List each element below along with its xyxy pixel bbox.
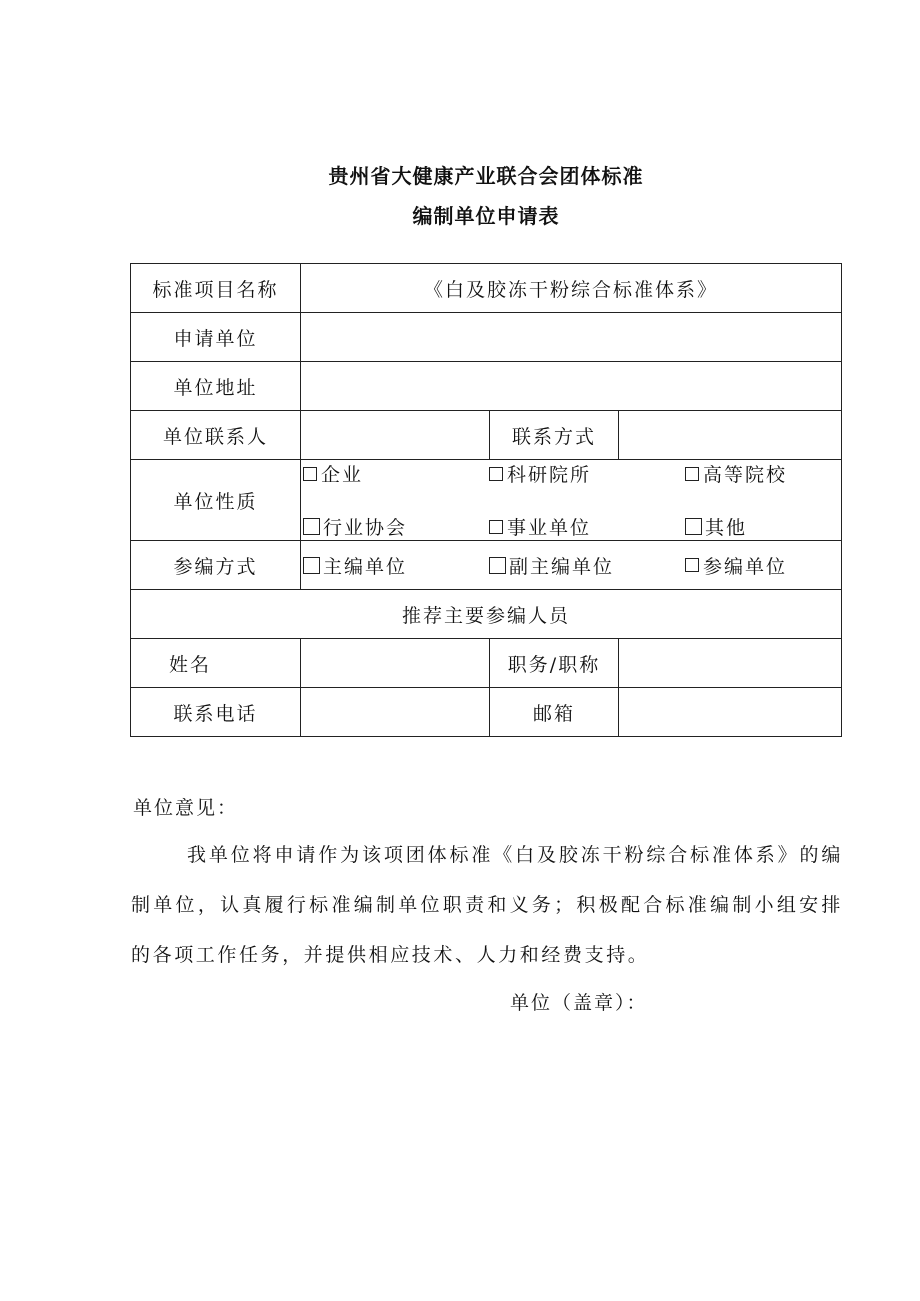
row-project-name: [131, 264, 842, 313]
unit-opinion-text: 我单位将申请作为该项团体标准《白及胶冻干粉综合标准体系》的编制单位，认真履行标准编制单位职责和义务；积极配合标准编制小组安排的各项工作任务，并提供相应技术、人力和经费支持。: [131, 844, 843, 966]
phone-label: 联系电话: [131, 688, 301, 737]
email-label: 邮箱: [490, 688, 619, 737]
project-name-field[interactable]: 《白及胶冻干粉综合标准体系》: [301, 264, 842, 313]
checkbox-icon[interactable]: [303, 518, 320, 535]
checkbox-icon[interactable]: [489, 557, 506, 574]
row-participation: [131, 541, 842, 590]
participation-label: 参编方式: [131, 541, 301, 590]
checkbox-icon[interactable]: [489, 467, 503, 481]
name-field[interactable]: [301, 639, 490, 688]
contact-method-field[interactable]: [619, 411, 842, 460]
row-contact: [131, 411, 842, 460]
unit-nature-options: [301, 460, 842, 541]
row-recommended-header: [131, 590, 842, 639]
nature-option-industry-association[interactable]: 行业协会: [303, 513, 489, 540]
applicant-field[interactable]: [301, 313, 842, 362]
participation-options: [301, 541, 842, 590]
contact-method-label: 联系方式: [490, 411, 619, 460]
document-title: 贵州省大健康产业联合会团体标准: [328, 164, 644, 188]
nature-option-enterprise[interactable]: 企业: [303, 460, 489, 487]
phone-field[interactable]: [301, 688, 490, 737]
application-form-table: [130, 263, 842, 737]
participation-option-deputy-chief-editor[interactable]: 副主编单位: [489, 552, 685, 579]
contact-person-field[interactable]: [301, 411, 490, 460]
participation-option-participating-editor[interactable]: 参编单位: [685, 552, 842, 579]
row-applicant: [131, 313, 842, 362]
nature-option-research-institute[interactable]: 科研院所: [489, 460, 685, 487]
contact-person-label: 单位联系人: [131, 411, 301, 460]
applicant-label: 申请单位: [131, 313, 301, 362]
name-label: 姓名: [131, 639, 301, 688]
position-title-field[interactable]: [619, 639, 842, 688]
project-name-label: 标准项目名称: [131, 264, 301, 313]
position-title-label: 职务/职称: [490, 639, 619, 688]
checkbox-icon[interactable]: [303, 467, 317, 481]
unit-seal-label: 单位（盖章）：: [510, 992, 648, 1014]
row-address: [131, 362, 842, 411]
row-unit-nature: [131, 460, 842, 541]
email-field[interactable]: [619, 688, 842, 737]
recommended-personnel-header: 推荐主要参编人员: [131, 590, 842, 639]
checkbox-icon[interactable]: [685, 467, 699, 481]
row-name: [131, 639, 842, 688]
nature-option-other[interactable]: 其他: [685, 513, 842, 540]
checkbox-icon[interactable]: [685, 518, 702, 535]
nature-option-public-institution[interactable]: 事业单位: [489, 513, 685, 540]
unit-opinion-label: 单位意见：: [133, 797, 239, 819]
address-field[interactable]: [301, 362, 842, 411]
row-phone: [131, 688, 842, 737]
checkbox-icon[interactable]: [685, 558, 699, 572]
checkbox-icon[interactable]: [489, 520, 503, 534]
participation-option-chief-editor[interactable]: 主编单位: [303, 552, 489, 579]
document-subtitle: 编制单位申请表: [412, 204, 560, 228]
address-label: 单位地址: [131, 362, 301, 411]
checkbox-icon[interactable]: [303, 557, 320, 574]
nature-option-university[interactable]: 高等院校: [685, 460, 842, 487]
unit-nature-label: 单位性质: [131, 460, 301, 541]
